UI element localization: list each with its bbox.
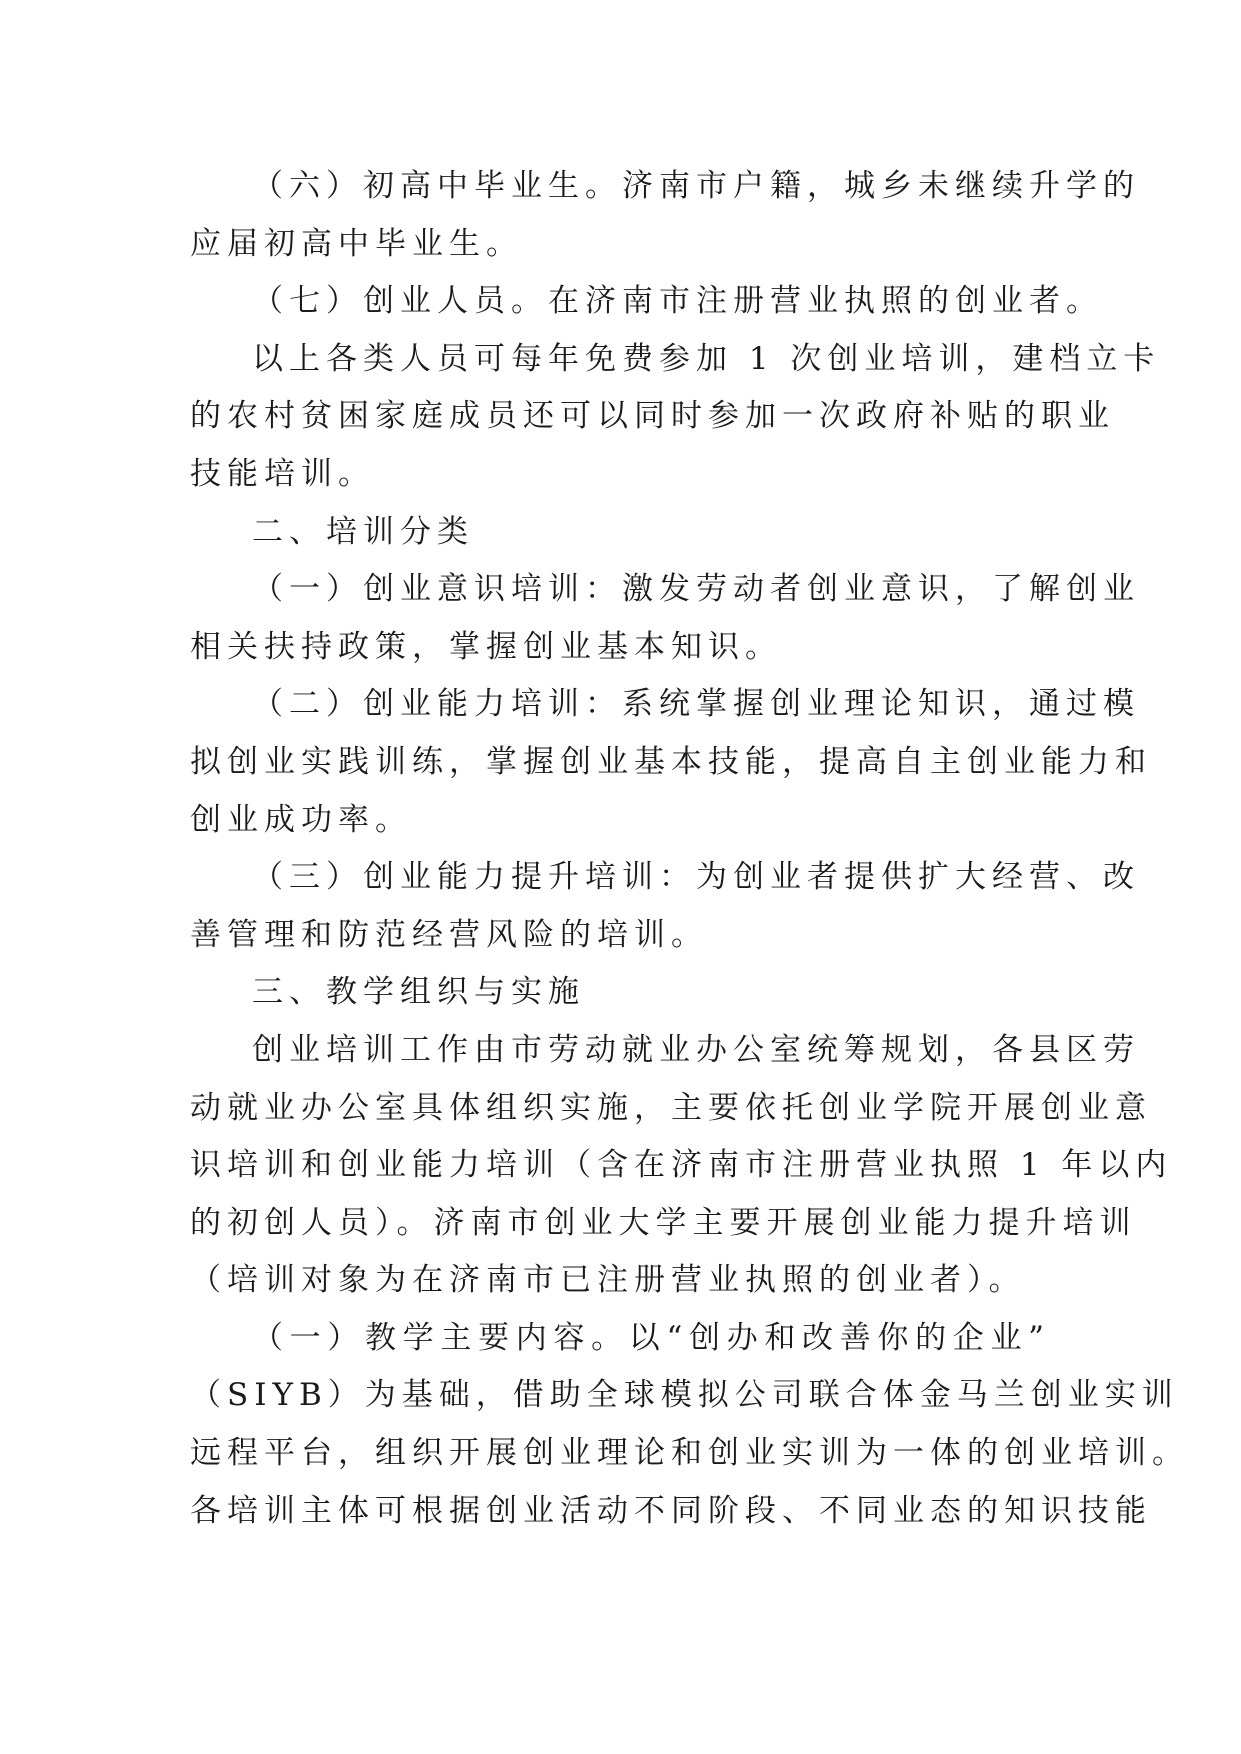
text-line: 应届初高中毕业生。 xyxy=(190,225,523,262)
text-line: 善管理和防范经营风险的培训。 xyxy=(190,916,708,953)
text-line: （七）创业人员。在济南市注册营业执照的创业者。 xyxy=(252,283,1103,320)
text-line: （SIYB）为基础，借助全球模拟公司联合体金马兰创业实训 xyxy=(190,1377,1179,1414)
text-line: 动就业办公室具体组织实施，主要依托创业学院开展创业意 xyxy=(190,1089,1152,1126)
text-line: 以上各类人员可每年免费参加 1 次创业培训，建档立卡 xyxy=(252,340,1161,377)
text-line: （一）创业意识培训：激发劳动者创业意识，了解创业 xyxy=(252,571,1140,608)
text-line: 二、培训分类 xyxy=(252,513,474,550)
text-line: 拟创业实践训练，掌握创业基本技能，提高自主创业能力和 xyxy=(190,743,1152,780)
text-line: 创业成功率。 xyxy=(190,801,412,838)
text-line: （六）初高中毕业生。济南市户籍，城乡未继续升学的 xyxy=(252,168,1140,204)
text-line: （三）创业能力提升培训：为创业者提供扩大经营、改 xyxy=(252,859,1140,896)
text-line: （二）创业能力培训：系统掌握创业理论知识，通过模 xyxy=(252,686,1140,723)
text-line: 三、教学组织与实施 xyxy=(252,974,585,1011)
text-line: 各培训主体可根据创业活动不同阶段、不同业态的知识技能 xyxy=(190,1492,1152,1529)
text-line: 相关扶持政策，掌握创业基本知识。 xyxy=(190,628,782,665)
text-line: 远程平台，组织开展创业理论和创业实训为一体的创业培训。 xyxy=(190,1435,1189,1472)
text-line: 的初创人员）。济南市创业大学主要开展创业能力提升培训 xyxy=(190,1204,1137,1241)
text-line: 创业培训工作由市劳动就业办公室统筹规划，各县区劳 xyxy=(252,1031,1140,1068)
text-line: （培训对象为在济南市已注册营业执照的创业者）。 xyxy=(190,1262,1026,1299)
text-line: 技能培训。 xyxy=(190,455,375,492)
document-body xyxy=(190,158,1189,1540)
text-line: 的农村贫困家庭成员还可以同时参加一次政府补贴的职业 xyxy=(190,398,1115,435)
text-line: 识培训和创业能力培训（含在济南市注册营业执照 1 年以内 xyxy=(190,1147,1173,1184)
text-line: （一）教学主要内容。以“创办和改善你的企业” xyxy=(252,1319,1050,1356)
